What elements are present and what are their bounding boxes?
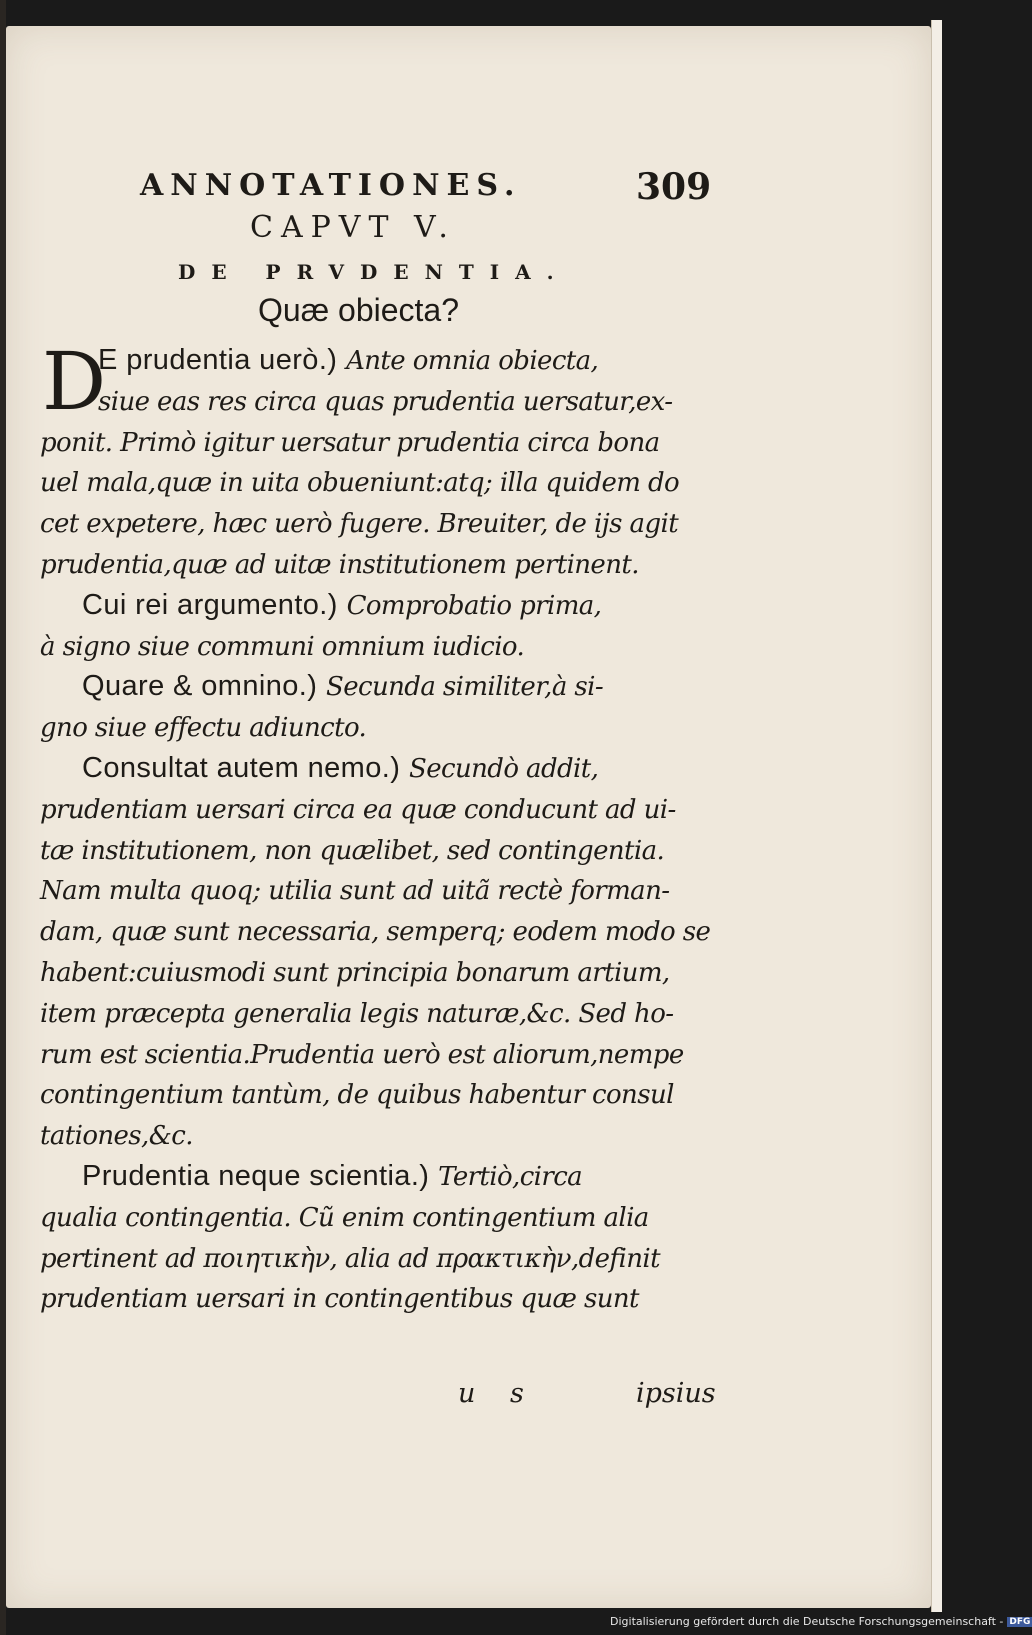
digitization-credit	[610, 1615, 1032, 1628]
catchword: ipsius	[636, 1378, 716, 1409]
gloss: dam, quæ sunt necessaria, semperq; eodem modo se	[40, 917, 711, 948]
text-line	[40, 1034, 702, 1075]
gloss: Tertiò,circa	[438, 1161, 583, 1192]
drop-cap: D	[42, 335, 107, 428]
gloss: à signo siue communi omnium iudicio.	[40, 631, 525, 662]
paragraph-5	[40, 1156, 702, 1319]
gloss: qualia contingentia. Cũ enim contingentium alia	[40, 1202, 649, 1233]
text-line	[40, 381, 702, 422]
signature-number: s	[510, 1378, 524, 1409]
text-line	[40, 952, 702, 993]
lemma: Consultat autem nemo.)	[82, 751, 401, 784]
text-line	[40, 544, 702, 585]
gloss: prudentiam uersari circa ea quæ conducunt ad ui-	[40, 794, 676, 825]
main-text	[40, 335, 711, 1319]
text-line	[40, 993, 702, 1034]
chapter-heading: CAPVT V.	[250, 210, 456, 245]
text-line	[40, 666, 702, 707]
text-line	[40, 1278, 702, 1319]
gloss: item præcepta generalia legis naturæ,&c. Sed ho-	[40, 998, 674, 1029]
text-line	[40, 1115, 702, 1156]
lemma: Cui rei argumento.)	[82, 588, 338, 621]
text-line	[40, 830, 702, 871]
gloss: rum est scientia.Prudentia uerò est aliorum,nempe	[40, 1039, 684, 1070]
gloss: prudentiam uersari in contingentibus quæ sunt	[40, 1284, 639, 1315]
text-line	[40, 462, 702, 503]
gloss: Secundò addit,	[409, 753, 599, 784]
text-line	[40, 707, 702, 748]
gloss: gno siue effectu adiuncto.	[40, 713, 367, 744]
lemma: E prudentia uerò.)	[98, 344, 338, 376]
section-heading: DE PRVDENTIA.	[178, 260, 570, 284]
gloss: tationes,&c.	[40, 1121, 193, 1152]
dfg-logo: DFG	[1009, 1617, 1031, 1627]
credit-text: Digitalisierung gefördert durch die Deutsche Forschungsgemeinschaft -	[610, 1615, 1004, 1628]
text-line	[40, 503, 702, 544]
paragraph-2	[40, 585, 702, 667]
text-line	[40, 422, 702, 463]
lemma: Quare & omnino.)	[82, 670, 318, 703]
paragraph-3	[40, 666, 702, 748]
gloss: tæ institutionem, non quælibet, sed contingentia.	[40, 835, 665, 866]
subheading: Quæ obiecta?	[258, 292, 460, 328]
signature-mark: u	[458, 1378, 476, 1409]
text-line	[40, 1156, 702, 1197]
text-line	[40, 1238, 702, 1279]
gloss: pertinent ad ποιητικὴν, alia ad πρακτικὴν,definit	[40, 1243, 660, 1274]
gloss: prudentia,quæ ad uitæ institutionem pertinent.	[40, 549, 639, 580]
text-line	[40, 340, 702, 381]
gloss: Nam multa quoq; utilia sunt ad uitã rectè forman-	[40, 876, 670, 907]
gloss: Secunda similiter,à si-	[326, 672, 604, 703]
paragraph-1	[40, 335, 702, 585]
gloss: Ante omnia obiecta,	[346, 346, 599, 376]
gloss: cet expetere, hæc uerò fugere. Breuiter, de ijs agit	[40, 509, 679, 540]
text-line	[40, 870, 702, 911]
running-head: ANNOTATIONES.	[140, 168, 522, 203]
gloss: uel mala,quæ in uita obueniunt:atq; illa quidem do	[40, 468, 680, 499]
page-edge	[931, 20, 942, 1612]
text-line	[40, 789, 702, 830]
text-line	[40, 626, 702, 667]
text-line	[40, 1074, 702, 1115]
gloss: ponit. Primò igitur uersatur prudentia circa bona	[40, 427, 660, 458]
text-line	[40, 585, 702, 626]
gloss: habent:cuiusmodi sunt principia bonarum artium,	[40, 957, 670, 988]
gloss: contingentium tantùm, de quibus habentur consul	[40, 1080, 674, 1111]
paragraph-4	[40, 748, 711, 1156]
text-line	[40, 911, 711, 952]
gloss: Comprobatio prima,	[346, 590, 602, 621]
text-line	[40, 1197, 702, 1238]
gloss: siue eas res circa quas prudentia uersatur,ex-	[98, 386, 673, 417]
page-number: 309	[636, 166, 712, 208]
text-line	[40, 748, 702, 789]
lemma: Prudentia neque scientia.)	[82, 1159, 430, 1192]
